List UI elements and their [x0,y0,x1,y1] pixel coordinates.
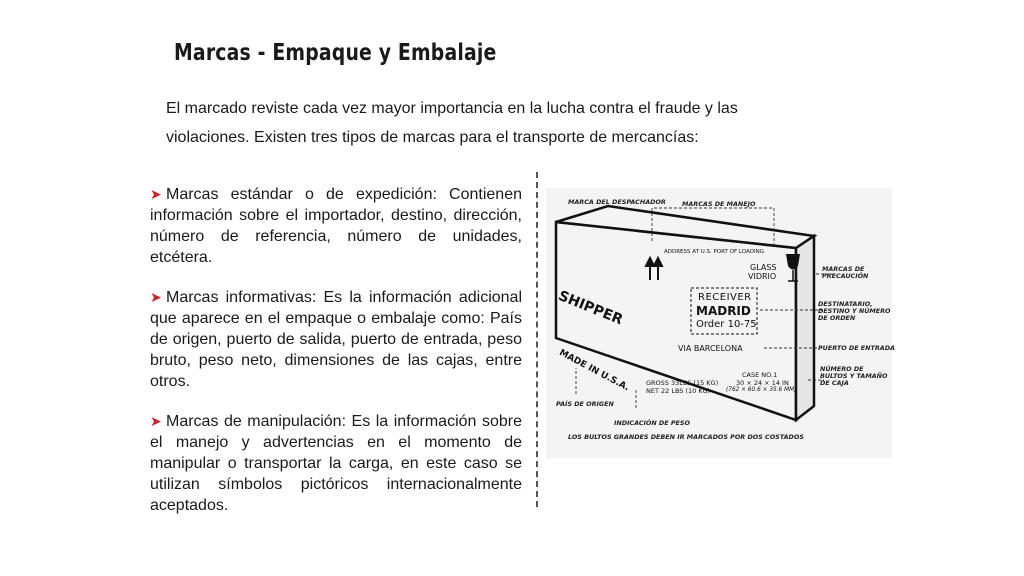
figure-footer-note: LOS BULTOS GRANDES DEBEN IR MARCADOS POR DOS COSTADOS [568,433,804,441]
box-order-number: Order 10-75 [696,319,757,330]
box-receiver: RECEIVER [698,292,752,303]
label-weight-indication: INDICACIÓN DE PESO [614,419,690,427]
label-country-of-origin: PAÍS DE ORIGEN [556,400,614,408]
box-vidrio-label: VIDRIO [748,272,777,281]
box-shipper-mark: SHIPPER [556,288,625,329]
bullet-list [150,184,522,535]
box-net-weight: NET 22 LBS (10 KG) [646,387,711,395]
label-consignee: DESTINATARIO, DESTINO Y NÚMERO DE ORDEN [818,300,891,322]
bullet-term: Marcas de manipulación: [166,413,347,430]
dashed-divider [536,172,538,507]
box-dimensions-metric: (762 × 60.6 × 35.6 MM) [726,387,797,393]
box-made-in: MADE IN U.S.A. [557,348,631,394]
bullet-handling-marks [150,411,522,516]
bullet-text: Es la información adicional que aparece en el empaque o embalaje como: País de origen, puerto de salida, puerto de entrada, peso bruto, peso neto, dimensiones de las cajas, entre otros. [150,289,523,390]
bullet-term: Marcas informativas: [166,289,317,306]
bullet-text: Contienen información sobre el importador, destino, dirección, número de referencia, número de unidades, etcétera. [150,186,523,266]
box-city: MADRID [696,304,751,318]
right-arrow-icon: ➤ [150,186,162,202]
label-handling-marks: MARCAS DE MANEJO [682,200,756,208]
intro-paragraph: El marcado reviste cada vez mayor importancia en la lucha contra el fraude y las violaciones. Existen tres tipos de marcas para el transporte de mercancías: [166,100,738,146]
right-arrow-icon: ➤ [150,413,162,429]
box-address-line: ADDRESS AT U.S. PORT OF LOADING [664,249,764,255]
box-glass-label: GLASS [750,263,777,272]
bullet-text: Es la información sobre el manejo y advertencias en el momento de manipular o transportar la carga, en este caso se utilizan símbolos pictóricos internacionalmente aceptados. [150,413,522,514]
bullet-informative-marks [150,287,522,392]
label-caution-marks: MARCAS DE PRECAUCIÓN [822,265,869,280]
box-dimensions: 30 × 24 × 14 IN [736,379,789,387]
box-case-number: CASE NO.1 [742,371,778,379]
packaging-marks-figure [546,188,895,458]
bullet-standard-marks [150,184,522,268]
slide-title: Marcas - Empaque y Embalaje [174,40,497,66]
label-shipper-mark: MARCA DEL DESPACHADOR [568,198,666,206]
box-gross-weight: GROSS 33LBS (15 KG) [646,379,719,387]
box-via: VIA BARCELONA [678,344,743,353]
bullet-term: Marcas estándar o de expedición: [166,186,437,203]
label-package-count: NÚMERO DE BULTOS Y TAMAÑO DE CAJA [820,365,888,387]
right-arrow-icon: ➤ [150,289,162,305]
label-port-of-entry: PUERTO DE ENTRADA [818,344,895,352]
